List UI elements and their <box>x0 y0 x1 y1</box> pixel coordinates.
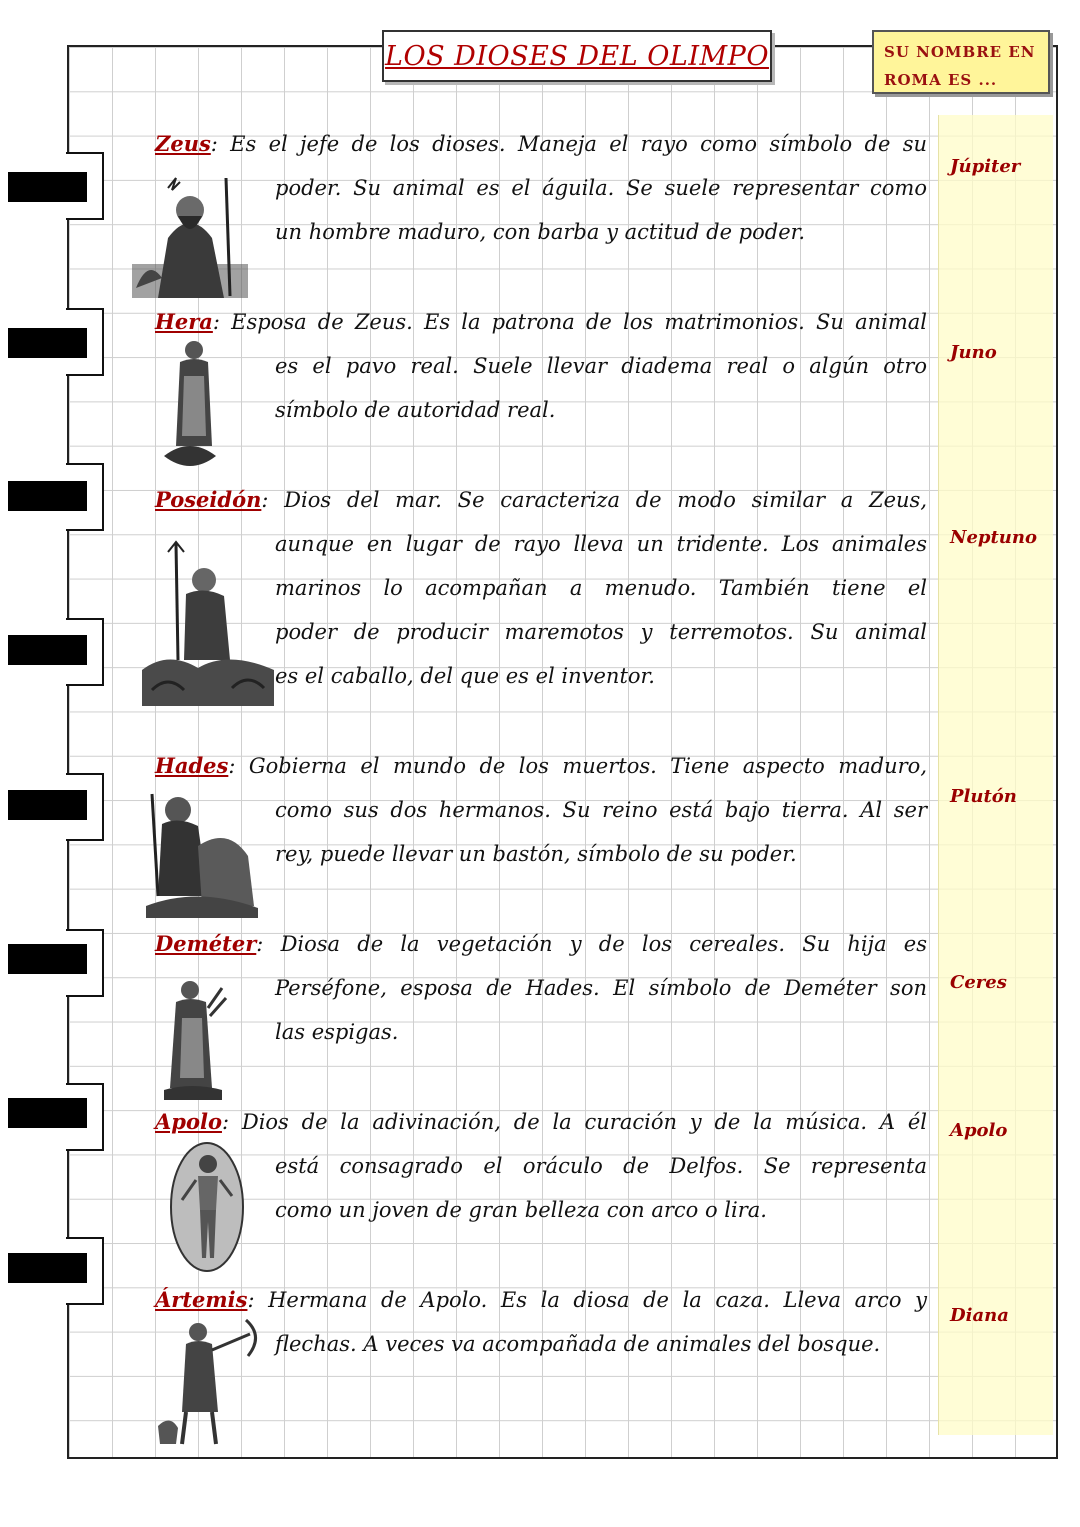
roman-names-column <box>938 115 1053 1435</box>
roman-name-apolo: Apolo <box>950 1120 1008 1141</box>
god-name: Zeus <box>155 131 211 156</box>
roman-name-diana: Diana <box>950 1305 1009 1326</box>
zeus-engraving-icon <box>128 168 252 300</box>
roman-name-neptuno: Neptuno <box>950 527 1037 548</box>
description-line: Dios de la adivinación, de la curación y de la música. A él <box>229 1110 927 1134</box>
binder-tab <box>8 1253 87 1283</box>
roman-header-line-1: SU NOMBRE EN <box>884 43 1036 61</box>
description-line: Gobierna el mundo de los muertos. Tiene aspecto maduro, <box>235 754 927 778</box>
description-line: aunque en lugar de rayo lleva un tridente. Los animales <box>275 532 927 556</box>
description-line: Dios del mar. Se caracteriza de modo similar a Zeus, <box>268 488 927 512</box>
binder-tab <box>8 790 87 820</box>
binder-tab <box>8 1098 87 1128</box>
description-line: Diosa de la vegetación y de los cereales. Su hija es <box>263 932 927 956</box>
description-line: Perséfone, esposa de Hades. El símbolo de Deméter son <box>275 976 927 1000</box>
binder-tab <box>8 328 87 358</box>
roman-name-jupiter: Júpiter <box>950 156 1021 177</box>
demeter-engraving-icon <box>152 978 232 1102</box>
description-line: poder. Su animal es el águila. Se suele representar como <box>275 176 927 200</box>
binder-tab <box>8 172 87 202</box>
description-line: es el pavo real. Suele llevar diadema real o algún otro <box>275 354 927 378</box>
description-line: poder de producir maremotos y terremotos. Su animal <box>275 620 927 644</box>
description-line: es el caballo, del que es el inventor. <box>275 664 655 688</box>
hera-engraving-icon <box>150 336 230 476</box>
binder-tab <box>8 481 87 511</box>
roman-name-pluton: Plutón <box>950 786 1017 807</box>
roman-name-header <box>872 30 1050 94</box>
description-line: como sus dos hermanos. Su reino está bajo tierra. Al ser <box>275 798 927 822</box>
roman-name-ceres: Ceres <box>950 972 1007 993</box>
god-name: Ártemis <box>155 1287 248 1312</box>
description-line: Hermana de Apolo. Es la diosa de la caza. Lleva arco y <box>254 1288 927 1312</box>
description-line: flechas. A veces va acompañada de animales del bosque. <box>275 1332 881 1356</box>
roman-name-juno: Juno <box>950 342 997 363</box>
binder-tab <box>8 944 87 974</box>
god-name: Deméter <box>155 931 257 956</box>
description-line: Esposa de Zeus. Es la patrona de los matrimonios. Su animal <box>219 310 927 334</box>
page-title: LOS DIOSES DEL OLIMPO <box>385 40 769 72</box>
page-title-box <box>382 30 772 82</box>
description-line: marinos lo acompañan a menudo. También tiene el <box>275 576 927 600</box>
description-line: rey, puede llevar un bastón, símbolo de su poder. <box>275 842 797 866</box>
god-name: Hera <box>155 309 213 334</box>
binder-tab <box>8 635 87 665</box>
description-line: símbolo de autoridad real. <box>275 398 556 422</box>
description-line: Es el jefe de los dioses. Maneja el rayo como símbolo de su <box>217 132 927 156</box>
god-name: Apolo <box>155 1109 222 1134</box>
roman-header-line-2: ROMA ES ... <box>884 71 998 89</box>
god-name: Poseidón <box>155 487 262 512</box>
artemis-engraving-icon <box>156 1316 266 1448</box>
apolo-engraving-icon <box>168 1140 246 1274</box>
description-line: está consagrado el oráculo de Delfos. Se representa <box>275 1154 927 1178</box>
description-line: como un joven de gran belleza con arco o lira. <box>275 1198 767 1222</box>
description-line: las espigas. <box>275 1020 399 1044</box>
description-line: un hombre maduro, con barba y actitud de poder. <box>275 220 806 244</box>
hades-engraving-icon <box>138 786 262 920</box>
poseidon-engraving-icon <box>138 540 278 708</box>
god-name: Hades <box>155 753 229 778</box>
